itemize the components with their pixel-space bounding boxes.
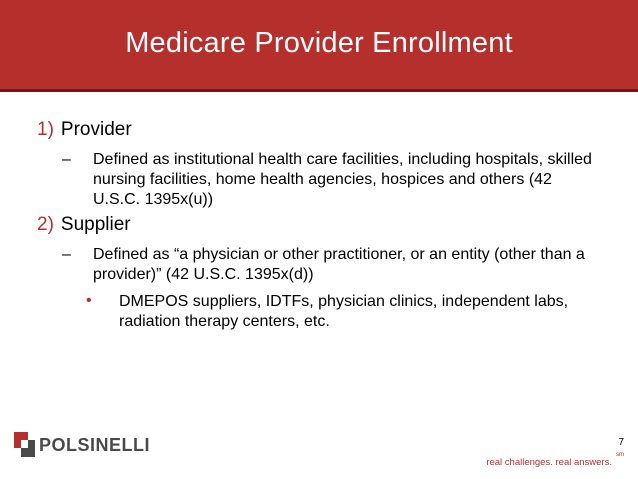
dash-marker: – bbox=[62, 246, 71, 263]
list-label: Supplier bbox=[60, 214, 131, 235]
list-item-provider bbox=[37, 119, 132, 141]
page-number: 7 bbox=[618, 437, 624, 448]
tagline: real challenges. real answers. bbox=[486, 457, 612, 468]
provider-definition: Defined as institutional health care facilities, including hospitals, skilled nursing facilities, home health agencies, hospices and others (42 U.S.C. 1395x(u)) bbox=[93, 151, 592, 208]
service-mark: sm bbox=[616, 452, 624, 458]
list-number: 1) bbox=[37, 119, 54, 140]
list-item-supplier bbox=[37, 214, 131, 236]
slide-title: Medicare Provider Enrollment bbox=[125, 27, 513, 59]
bullet-marker: • bbox=[86, 292, 92, 309]
logo-text: POLSINELLI bbox=[39, 434, 151, 455]
supplier-examples: DMEPOS suppliers, IDTFs, physician clinics, independent labs, radiation therapy centers, etc. bbox=[119, 293, 569, 330]
polsinelli-logo bbox=[14, 432, 150, 458]
polsinelli-logo-icon bbox=[14, 432, 36, 458]
title-bar bbox=[0, 0, 638, 92]
list-label: Provider bbox=[60, 119, 132, 140]
list-number: 2) bbox=[37, 214, 54, 235]
supplier-definition: Defined as “a physician or other practitioner, or an entity (other than a provider)” (42 U.S.C. 1395x(d)) bbox=[93, 246, 585, 283]
dash-marker: – bbox=[62, 151, 71, 168]
